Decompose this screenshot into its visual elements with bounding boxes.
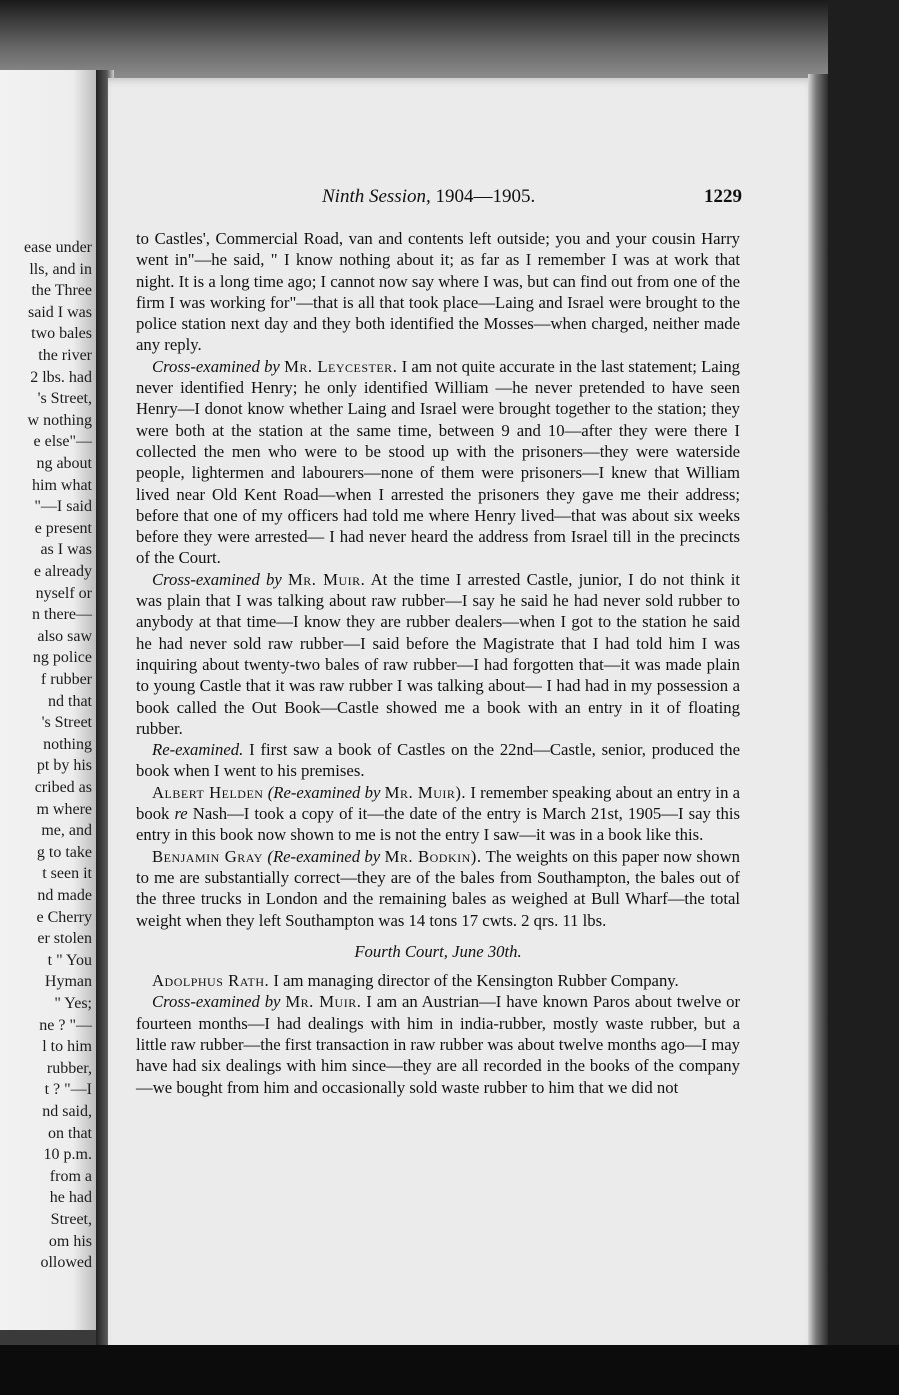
left-page-line: as I was	[40, 541, 92, 559]
left-page-line: ne ? "—	[39, 1016, 92, 1034]
witness-name: Benjamin Gray	[152, 846, 263, 866]
paragraph-3	[136, 569, 740, 739]
left-page-line: 's Street,	[37, 390, 92, 408]
testimony-text: At the time I arrested Castle, junior, I do not think it was plain that I was talking about raw rubber—I say he said he had never sold rubber to anybody at that time—I know they are rubber dealers—when I got to the station he said he had never sold raw rubber—I said before the Magistrate that I had told him I was inquiring about twenty-two bales of raw rubber—I had forgotten that—it was made plain to young Castle that it was raw rubber I was talking about— I had had in my possession a book called the Out Book—Castle showed me a book with an entry in it of floating rubber.	[136, 569, 740, 738]
cross-examined-label: Cross-examined by	[152, 356, 280, 376]
paragraph-2	[136, 356, 740, 569]
paragraph-4	[136, 739, 740, 782]
left-page-line: t seen it	[42, 865, 92, 883]
left-page-line: n there—	[32, 606, 92, 624]
left-page-line: e already	[33, 563, 92, 580]
cross-examined-label: Cross-examined by	[152, 569, 282, 589]
paragraph-6	[136, 846, 740, 931]
left-page-line: om his	[48, 1232, 92, 1250]
counsel-name: Mr. Muir).	[384, 782, 467, 802]
left-page-line: rubber,	[46, 1059, 92, 1077]
left-page-line: him what	[32, 476, 92, 494]
left-page-line: the river	[38, 347, 92, 364]
left-page-line: " Yes;	[54, 995, 92, 1012]
re-examined-label: (Re-examined by	[267, 782, 381, 802]
witness-name: Albert Helden	[152, 782, 264, 802]
paragraph-5	[136, 782, 740, 846]
left-page-line: t ? "—I	[44, 1081, 92, 1099]
counsel-name: Mr. Muir.	[285, 992, 362, 1012]
testimony-text: I first saw a book of Castles on the 22nd—Castle, senior, produced the book when I went to his premises.	[136, 740, 741, 781]
page-edge-shadow	[808, 74, 828, 1364]
page-body	[136, 228, 740, 1098]
paragraph-8	[136, 991, 740, 1097]
re-examined-label: (Re-examined by	[267, 846, 381, 866]
left-page-line: also saw	[37, 627, 92, 645]
left-page-line: ollowed	[40, 1254, 92, 1272]
left-page-line: l to him	[42, 1038, 92, 1056]
left-page-line: nd that	[48, 692, 92, 710]
left-page-line: Street,	[50, 1211, 92, 1228]
left-page-line: 2 lbs. had	[30, 368, 92, 386]
page-number: 1229	[704, 186, 742, 207]
left-page-fragment	[0, 70, 104, 1330]
scan-background-right	[828, 0, 899, 1395]
session-years: 1904—1905.	[435, 186, 536, 207]
left-page-line: nd said,	[42, 1103, 92, 1120]
left-page-line: e else"—	[33, 433, 92, 451]
left-page-line: "—I said	[34, 498, 92, 516]
witness-name: Adolphus Rath.	[152, 971, 270, 991]
left-page-line: two bales	[31, 325, 92, 343]
left-page-line: t " You	[47, 951, 92, 969]
left-page-line: said I was	[28, 303, 92, 321]
left-page-line: e present	[34, 519, 92, 537]
left-page-line: me, and	[41, 822, 92, 840]
left-page-line: from a	[49, 1167, 92, 1185]
scan-background-bottom	[0, 1345, 899, 1395]
left-page-line: m where	[36, 800, 92, 818]
re-examined-label: Re-examined.	[152, 740, 244, 760]
counsel-name: Mr. Leycester.	[284, 356, 398, 376]
counsel-name: Mr. Bodkin).	[384, 846, 482, 866]
paragraph-1: to Castles', Commercial Road, van and contents left outside; you and your cousin Harry went in"—he said, " I know nothing about it; as far as I remember I was at work that night. It is a long time ago; I cannot now say where I was, but can find out from one of the firm I was working for"—that is all that took place—Laing and Israel were brought to the police station next day and they both identified the Mosses—when charged, neither made any reply.	[136, 229, 740, 355]
left-page-line: he had	[49, 1189, 92, 1207]
running-header	[108, 186, 742, 210]
counsel-name: Mr. Muir.	[287, 569, 366, 589]
left-page-line: cribed as	[34, 779, 92, 796]
left-page-line: the Three	[31, 282, 92, 300]
left-page-line: nothing	[43, 735, 92, 753]
left-page-line: w nothing	[27, 411, 92, 429]
session-title: Ninth Session,	[322, 186, 431, 207]
left-page-line: ng police	[32, 649, 92, 667]
left-page-line: pt by his	[36, 757, 92, 775]
left-page-line: ease under	[24, 239, 92, 256]
testimony-text: The weights on this paper now shown to me are substantially correct—they are of the bales from Southampton, the bales out of the three trucks in London and the remaining bales as weighed at Bull Wharf—the total weight when they left Southampton was 14 tons 17 cwts. 2 qrs. 11 lbs.	[136, 846, 741, 930]
paragraph-7	[136, 970, 740, 991]
cross-examined-label: Cross-examined by	[152, 992, 281, 1012]
left-page-line: er stolen	[37, 930, 92, 948]
testimony-text: I remember speaking about an entry in a book	[136, 782, 741, 824]
testimony-text: I am not quite accurate in the last statement; Laing never identified Henry; he only identified William —he never pretended to have seen Henry—I donot know whether Laing and Israel were brought together to the station; they were both at the station at the same time, between 9 and 10—after they were there I collected the men who were to be stood up with the prisoners—they were waterside people, lightermen and labourers—none of them were prisoners—I knew that William lived near Old Kent Road—when I arrested the prisoners they gave me their address; before that one of my officers had told me where Henry lived—that was about six weeks before they were arrested— I had never heard the address from Israel till in the precincts of the Court.	[136, 356, 741, 568]
scan-shadow-top	[0, 0, 899, 90]
section-heading: Fourth Court, June 30th.	[354, 941, 522, 961]
testimony-text: Nash—I took a copy of it—the date of the entry is March 21st, 1905—I say this entry in this book now shown to me is not the entry I saw—it was in a book like this.	[136, 804, 740, 845]
running-title	[322, 186, 535, 208]
testimony-text: I am an Austrian—I have known Paros about twelve or fourteen months—I had dealings with him in india-rubber, mostly waste rubber, but a little raw rubber—the first transaction in raw rubber was about twelve months ago—I may have had six dealings with him since—they are all recorded in the books of the company—we bought from him and occasionally sold waste rubber to him that we did not	[136, 992, 741, 1097]
left-page-line: g to take	[36, 843, 92, 861]
left-page-line: ng about	[36, 455, 92, 472]
left-page-line: Hyman	[44, 973, 92, 991]
left-page-line: 10 p.m.	[43, 1146, 92, 1164]
re-word: re	[174, 804, 188, 824]
left-page-line: nyself or	[35, 584, 92, 602]
left-page-line: nd made	[37, 887, 92, 904]
left-page-line: f rubber	[40, 671, 92, 688]
left-page-line: e Cherry	[36, 908, 92, 926]
left-page-line: on that	[48, 1124, 92, 1142]
left-page-line: lls, and in	[29, 260, 92, 278]
left-page-line: 's Street	[41, 714, 92, 732]
testimony-text: I am managing director of the Kensington Rubber Company.	[273, 971, 679, 991]
